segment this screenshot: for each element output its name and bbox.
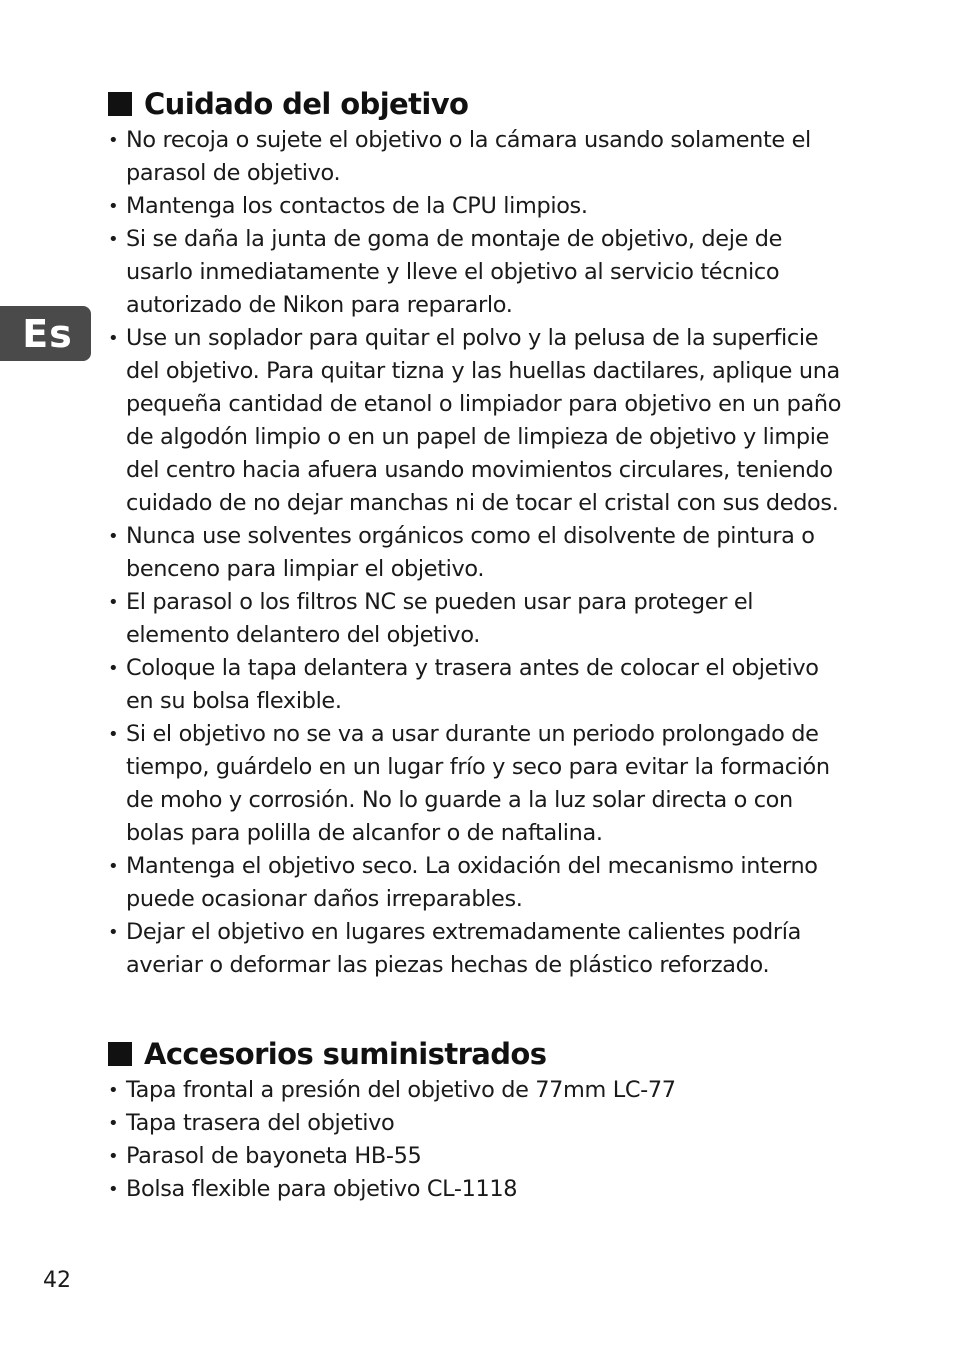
care-list xyxy=(108,124,848,982)
bullet-icon: • xyxy=(108,328,119,349)
list-item: • Dejar el objetivo en lugares extremadamente calientes podría averiar o deformar las piezas hechas de plástico reforzado. xyxy=(108,916,848,982)
bullet-icon: • xyxy=(108,658,119,679)
bullet-icon: • xyxy=(108,922,119,943)
section-title: Cuidado del objetivo xyxy=(144,87,469,121)
section-heading xyxy=(108,84,848,124)
section-heading xyxy=(108,1034,848,1074)
list-item: • Nunca use solventes orgánicos como el disolvente de pintura o benceno para limpiar el objetivo. xyxy=(108,520,848,586)
accessories-list xyxy=(108,1074,848,1206)
bullet-icon: • xyxy=(108,1179,119,1200)
bullet-icon: • xyxy=(108,724,119,745)
section-lens-care xyxy=(108,84,848,982)
bullet-icon: • xyxy=(108,196,119,217)
bullet-icon: • xyxy=(108,592,119,613)
language-tab-label: Es xyxy=(22,311,73,356)
list-item: • Use un soplador para quitar el polvo y la pelusa de la superficie del objetivo. Para quitar tizna y las huellas dactilares, aplique una pequeña cantidad de etanol o limpiador para objetivo en un paño de algodón limpio o en un papel de limpieza de objetivo y limpie del centro hacia afuera usando movimientos circulares, teniendo cuidado de no dejar manchas ni de tocar el cristal con sus dedos. xyxy=(108,322,848,520)
section-supplied-accessories xyxy=(108,1034,848,1206)
bullet-icon: • xyxy=(108,856,119,877)
list-item: • Mantenga el objetivo seco. La oxidación del mecanismo interno puede ocasionar daños irreparables. xyxy=(108,850,848,916)
section-title: Accesorios suministrados xyxy=(144,1037,547,1071)
list-item: • Bolsa flexible para objetivo CL-1118 xyxy=(108,1173,848,1206)
bullet-icon: • xyxy=(108,1146,119,1167)
language-tab xyxy=(0,306,91,361)
list-item: • Si se daña la junta de goma de montaje de objetivo, deje de usarlo inmediatamente y lleve el objetivo al servicio técnico autorizado de Nikon para repararlo. xyxy=(108,223,848,322)
list-item: • Tapa trasera del objetivo xyxy=(108,1107,848,1140)
list-item: • Tapa frontal a presión del objetivo de 77mm LC-77 xyxy=(108,1074,848,1107)
list-item: • Parasol de bayoneta HB-55 xyxy=(108,1140,848,1173)
bullet-icon: • xyxy=(108,1113,119,1134)
page-number: 42 xyxy=(43,1268,71,1293)
list-item: • Coloque la tapa delantera y trasera antes de colocar el objetivo en su bolsa flexible. xyxy=(108,652,848,718)
bullet-icon: • xyxy=(108,1080,119,1101)
list-item: • El parasol o los filtros NC se pueden usar para proteger el elemento delantero del objetivo. xyxy=(108,586,848,652)
heading-square-icon xyxy=(108,92,132,116)
list-item: • No recoja o sujete el objetivo o la cámara usando solamente el parasol de objetivo. xyxy=(108,124,848,190)
list-item: • Mantenga los contactos de la CPU limpios. xyxy=(108,190,848,223)
bullet-icon: • xyxy=(108,229,119,250)
heading-square-icon xyxy=(108,1042,132,1066)
bullet-icon: • xyxy=(108,130,119,151)
list-item: • Si el objetivo no se va a usar durante un periodo prolongado de tiempo, guárdelo en un lugar frío y seco para evitar la formación de moho y corrosión. No lo guarde a la luz solar directa o con bolas para polilla de alcanfor o de naftalina. xyxy=(108,718,848,850)
bullet-icon: • xyxy=(108,526,119,547)
